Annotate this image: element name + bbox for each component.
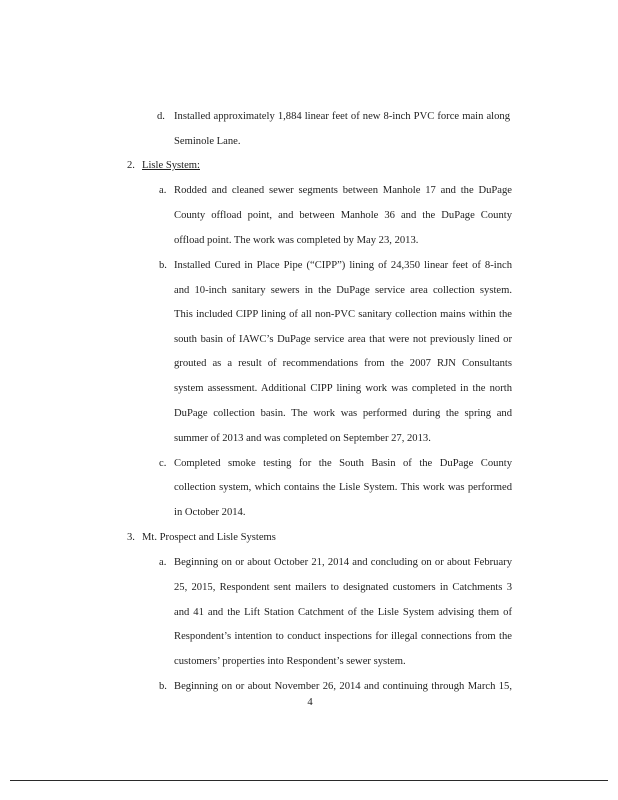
item-2c-line-2: collection system, which contains the Lisle System. This work was performed [174,482,512,493]
item-2b-line-4: south basin of IAWC’s DuPage service area that were not previously lined or [174,334,512,345]
item-3a-line-1: Beginning on or about October 21, 2014 and concluding on or about February [174,557,512,568]
section-number-3: 3. [127,532,135,543]
section-number-2: 2. [127,160,135,171]
item-2a-line-2: County offload point, and between Manhole 36 and the DuPage County [174,210,512,221]
item-2a-line-3: offload point. The work was completed by May 23, 2013. [174,235,419,246]
item-2c-line-3: in October 2014. [174,507,246,518]
item-marker-d: d. [157,111,165,122]
section-heading-mt-prospect-lisle: Mt. Prospect and Lisle Systems [142,532,276,543]
page-number: 4 [307,697,313,708]
item-2b-line-1: Installed Cured in Place Pipe (“CIPP”) lining of 24,350 linear feet of 8-inch [174,260,512,271]
item-marker-2b: b. [159,260,167,271]
item-2c-line-1: Completed smoke testing for the South Basin of the DuPage County [174,458,512,469]
item-marker-2c: c. [159,458,167,469]
item-d-line-2: Seminole Lane. [174,136,241,147]
item-marker-3b: b. [159,681,167,692]
item-2b-line-6: system assessment. Additional CIPP lining work was completed in the north [174,383,512,394]
item-3a-line-4: Respondent’s intention to conduct inspections for illegal connections from the [174,631,512,642]
item-marker-3a: a. [159,557,167,568]
item-2b-line-7: DuPage collection basin. The work was performed during the spring and [174,408,512,419]
item-d-line-1: Installed approximately 1,884 linear feet of new 8-inch PVC force main along [174,111,510,122]
item-3a-line-2: 25, 2015, Respondent sent mailers to designated customers in Catchments 3 [174,582,512,593]
item-2b-line-5: grouted as a result of recommendations from the 2007 RJN Consultants [174,358,512,369]
item-3a-line-5: customers’ properties into Respondent’s sewer system. [174,656,406,667]
item-marker-2a: a. [159,185,167,196]
page-bottom-rule [10,780,608,781]
item-2b-line-8: summer of 2013 and was completed on September 27, 2013. [174,433,431,444]
item-3b-line-1: Beginning on or about November 26, 2014 and continuing through March 15, [174,681,512,692]
item-2b-line-2: and 10-inch sanitary sewers in the DuPage service area collection system. [174,285,512,296]
section-heading-lisle-system: Lisle System: [142,160,200,171]
item-3a-line-3: and 41 and the Lift Station Catchment of the Lisle System advising them of [174,607,512,618]
item-2a-line-1: Rodded and cleaned sewer segments between Manhole 17 and the DuPage [174,185,512,196]
item-2b-line-3: This included CIPP lining of all non-PVC sanitary collection mains within the [174,309,512,320]
